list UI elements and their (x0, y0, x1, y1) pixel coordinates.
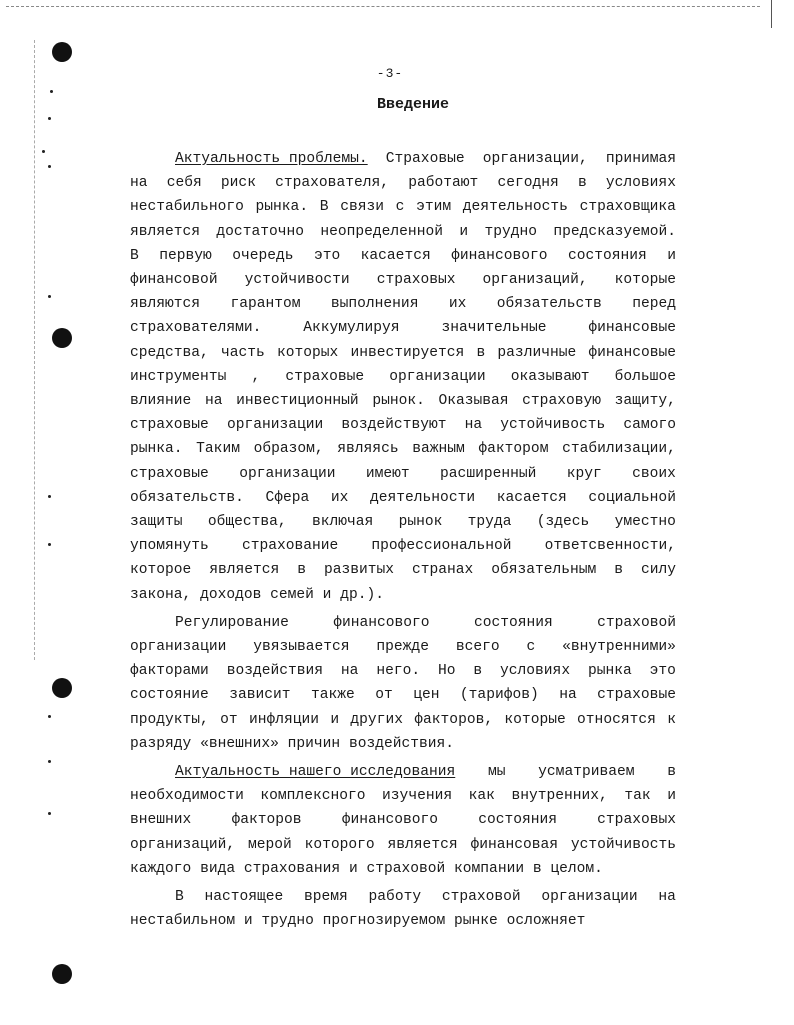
word: круг (566, 465, 602, 482)
word: факторами (130, 663, 209, 680)
word: страховые (130, 465, 209, 482)
word: условиях (500, 663, 571, 680)
word: в (532, 860, 542, 877)
word: усматриваем (538, 764, 635, 781)
word: организации, (482, 151, 588, 167)
word: от (375, 687, 393, 704)
word: трудно (484, 223, 537, 240)
punch-hole (52, 678, 72, 698)
scan-speck (48, 295, 51, 298)
word: защиты (130, 514, 183, 531)
word: состояния (473, 614, 553, 631)
word: оказывают (510, 368, 590, 385)
word: нестабильного (130, 199, 244, 216)
word: Аккумулируя (303, 320, 400, 337)
word: перед (632, 296, 676, 313)
word: касается (496, 489, 567, 506)
word: продукты, (130, 711, 209, 728)
word: часть (221, 344, 265, 361)
word: изучения (382, 788, 453, 805)
word: упомянуть (130, 538, 209, 555)
word: силу (640, 562, 676, 579)
word: состояние (130, 687, 209, 704)
word: в (667, 764, 676, 781)
word: ответсвенности, (544, 538, 676, 555)
word: которых (276, 344, 339, 361)
text-line (130, 808, 676, 832)
text-line (130, 292, 676, 316)
scan-speck (48, 812, 51, 815)
word: в (476, 344, 486, 361)
word: обязательным (491, 562, 597, 579)
word: значительные (441, 320, 547, 337)
word: которое (130, 562, 192, 579)
word: страховую (522, 393, 601, 410)
word: к (667, 711, 676, 728)
word: разряду (130, 735, 192, 752)
word: Таким (196, 441, 240, 458)
text-line (130, 462, 676, 486)
word: рынок. (372, 393, 425, 410)
text-line (130, 389, 676, 413)
scan-edge-left (34, 40, 35, 660)
word: Но (437, 663, 456, 680)
word: необходимости (130, 788, 244, 805)
word: является (387, 836, 458, 853)
word: (здесь (536, 514, 590, 531)
word: их (330, 489, 349, 506)
text-line (130, 437, 676, 461)
word: организации (239, 465, 336, 482)
text-line (130, 635, 676, 659)
word: нестабильном (130, 913, 236, 930)
word: с (395, 199, 405, 216)
word: деятельность (462, 199, 568, 216)
word: организации (226, 417, 324, 434)
word: самого (623, 417, 676, 434)
word: рынке (454, 913, 498, 930)
word: устойчивости (244, 272, 350, 289)
word: увязывается (253, 639, 350, 656)
word: состояния (478, 812, 558, 829)
word: страховых (597, 812, 676, 829)
text-line (130, 341, 676, 365)
word: , (251, 368, 261, 385)
word: риск (220, 175, 256, 192)
text-line (130, 583, 676, 607)
word: «внешних» (200, 735, 279, 752)
word: это (649, 663, 676, 680)
text-line (130, 611, 676, 635)
text-line (130, 909, 676, 933)
word: образом, (253, 441, 324, 458)
word: каждого (130, 860, 192, 877)
word: вида (200, 860, 236, 877)
text-line (130, 857, 676, 881)
scan-speck (48, 117, 51, 120)
word: на (340, 663, 359, 680)
word: важным (412, 441, 465, 458)
word: Оказывая (438, 393, 509, 410)
word: которые (504, 711, 566, 728)
word: этим (416, 199, 452, 216)
word: сегодня (497, 175, 559, 192)
word: осложняет (506, 913, 586, 930)
word: организаций, (482, 272, 588, 289)
word: страховщика (579, 199, 676, 216)
word: расширенный (440, 465, 537, 482)
word: финансовая (470, 836, 559, 853)
word: мы (487, 764, 506, 781)
word: финансового (333, 614, 430, 631)
word: достаточно (216, 223, 304, 240)
word: в (297, 562, 307, 579)
word: воздействия. (348, 735, 455, 752)
text-line (130, 365, 676, 389)
word: работу (368, 889, 422, 906)
word: рынка. (130, 441, 183, 458)
word: внутренних, (511, 788, 608, 805)
word: на (130, 175, 148, 192)
text-line (130, 760, 676, 784)
word: социальной (588, 489, 676, 506)
word: уместно (614, 514, 676, 531)
word: включая (311, 514, 374, 531)
word: как (468, 788, 495, 805)
word: касается (360, 247, 431, 264)
word: В (175, 889, 184, 906)
word: доходов (200, 586, 262, 603)
word: принимая (605, 151, 676, 167)
word: устойчивость (570, 836, 676, 853)
word: и (459, 223, 469, 240)
word: различные (497, 344, 577, 361)
word: имеют (365, 465, 410, 482)
word: др.). (340, 586, 384, 603)
word: страхователя, (275, 175, 389, 192)
text-line (130, 220, 676, 244)
document-body (130, 147, 676, 934)
word: себя (166, 175, 202, 192)
word: мерой (247, 836, 292, 853)
word: «внутренними» (562, 639, 676, 656)
word: выполнения (330, 296, 419, 313)
word: страхователями. (130, 320, 262, 337)
word: развитых (323, 562, 395, 579)
text-line (130, 732, 676, 756)
scan-speck (48, 495, 51, 498)
text-line (130, 534, 676, 558)
word: так (624, 788, 651, 805)
word: организации (389, 368, 486, 385)
word: странах (411, 562, 474, 579)
word: на (559, 687, 577, 704)
text-line (130, 833, 676, 857)
word: финансовые (588, 320, 676, 337)
word: инфляции (248, 711, 320, 728)
word: факторов, (414, 711, 494, 728)
word: обязательств. (130, 489, 244, 506)
word: Актуальность нашего исследования (175, 764, 456, 781)
word: инвестиционный (236, 393, 359, 410)
word: инструменты (130, 368, 227, 385)
text-line (130, 244, 676, 268)
text-line (130, 683, 676, 707)
word: него. (376, 663, 421, 680)
word: являясь (337, 441, 399, 458)
text-line (130, 268, 676, 292)
word: гарантом (230, 296, 301, 313)
word: страховые (597, 687, 676, 704)
word: инвестируется (350, 344, 465, 361)
word: трудно (261, 913, 314, 930)
word: состояния (567, 247, 647, 264)
word: Актуальность проблемы. (175, 151, 368, 167)
word: связи (340, 199, 384, 216)
word: деятельности (370, 489, 476, 506)
word: и (322, 586, 332, 603)
word: в (473, 663, 483, 680)
text-line (130, 171, 676, 195)
word: воздействуют (341, 417, 447, 434)
word: настоящее (204, 889, 284, 906)
word: в (614, 562, 623, 579)
word: рынок (398, 514, 443, 531)
word: защиту, (614, 393, 676, 410)
text-line (130, 784, 676, 808)
word: фактором (478, 441, 549, 458)
word: большое (614, 368, 676, 385)
word: других (350, 711, 403, 728)
scan-edge-top (6, 6, 760, 7)
word: организаций, (130, 836, 236, 853)
word: страховые (285, 368, 365, 385)
word: финансового (451, 247, 548, 264)
word: целом. (550, 860, 603, 877)
word: своих (632, 465, 676, 482)
word: воздействия (226, 663, 324, 680)
word: общества, (207, 514, 287, 531)
scan-speck (48, 543, 51, 546)
scan-edge-right (771, 0, 772, 28)
word: и (243, 913, 253, 930)
word: влияние (130, 393, 192, 410)
word: является (130, 223, 201, 240)
word: комплексного (260, 788, 366, 805)
word: финансовой (130, 272, 218, 289)
word: также (311, 687, 355, 704)
page-number: -3- (376, 66, 404, 81)
word: страхования (243, 860, 341, 877)
word: время (304, 889, 348, 906)
word: которые (614, 272, 676, 289)
page-title: Введение (376, 96, 449, 113)
word: (тарифов) (459, 687, 539, 704)
text-line (130, 659, 676, 683)
text-line (130, 413, 676, 437)
word: неопределенной (320, 223, 443, 240)
word: которого (304, 836, 375, 853)
word: рынка. (255, 199, 309, 216)
word: В (130, 247, 139, 264)
word: страховой (441, 889, 521, 906)
scan-speck (48, 760, 51, 763)
text-line (130, 708, 676, 732)
text-line (130, 316, 676, 340)
scan-speck (42, 150, 45, 153)
word: относятся (577, 711, 656, 728)
word: всего (455, 639, 500, 656)
paragraph-p1 (130, 147, 676, 607)
paragraph-p3 (130, 760, 676, 881)
word: факторов (231, 812, 302, 829)
paragraph-p4 (130, 885, 676, 933)
word: первую (159, 247, 212, 264)
word: компании (454, 860, 525, 877)
word: и (348, 860, 358, 877)
word: очередь (232, 247, 294, 264)
word: Сфера (265, 489, 310, 506)
word: семей (270, 586, 314, 603)
text-line (130, 558, 676, 582)
word: на (658, 889, 676, 906)
word: рынка (587, 663, 632, 680)
punch-hole (52, 328, 72, 348)
word: финансовые (588, 344, 676, 361)
punch-hole (52, 964, 72, 984)
scan-speck (50, 90, 53, 93)
scan-speck (48, 165, 51, 168)
word: и (667, 247, 676, 264)
word: работают (408, 175, 479, 192)
word: предсказуемой. (553, 223, 676, 240)
word: на (204, 393, 223, 410)
word: являются (130, 296, 201, 313)
text-line (130, 147, 676, 171)
word: с (526, 639, 536, 656)
word: организации (130, 639, 227, 656)
word: их (448, 296, 467, 313)
word: средства, (130, 344, 209, 361)
word: и (667, 788, 676, 805)
word: внешних (130, 812, 192, 829)
word: организации (541, 889, 638, 906)
word: обязательств (496, 296, 602, 313)
word: цен (413, 687, 440, 704)
text-line (130, 510, 676, 534)
word: от (220, 711, 238, 728)
scan-speck (48, 715, 51, 718)
word: условиях (605, 175, 676, 192)
word: профессиональной (371, 538, 512, 555)
word: страховые (130, 417, 209, 434)
word: устойчивость (500, 417, 606, 434)
text-line (130, 885, 676, 909)
word: в (577, 175, 587, 192)
word: стабилизации, (562, 441, 676, 458)
word: страховой (597, 614, 676, 631)
text-line (130, 486, 676, 510)
word: страховой (366, 860, 446, 877)
word: страхование (241, 538, 339, 555)
word: закона, (130, 586, 192, 603)
punch-hole (52, 42, 72, 62)
word: на (464, 417, 483, 434)
word: финансового (341, 812, 439, 829)
word: причин (287, 735, 341, 752)
paragraph-p2 (130, 611, 676, 756)
word: Регулирование (175, 614, 289, 631)
word: труда (467, 514, 512, 531)
word: это (313, 247, 341, 264)
word: Страховые (385, 151, 465, 167)
word: и (330, 711, 340, 728)
word: В (319, 199, 329, 216)
text-line (130, 195, 676, 219)
word: прогнозируемом (322, 913, 446, 930)
word: прежде (376, 639, 429, 656)
word: страховых (376, 272, 456, 289)
word: зависит (229, 687, 291, 704)
word: является (209, 562, 280, 579)
